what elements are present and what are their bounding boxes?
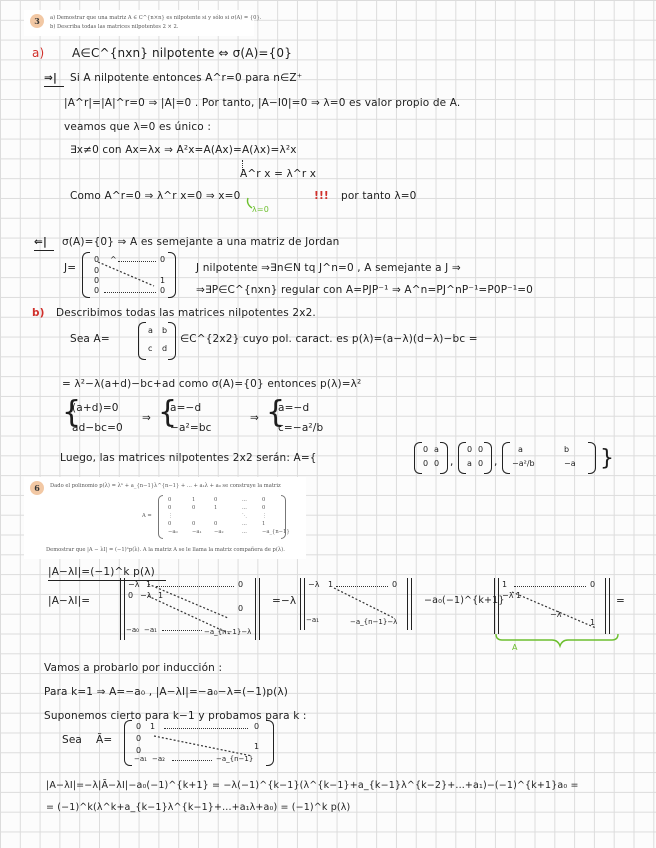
proof-claim: |A−λI|=(−1)^k p(λ) <box>48 566 155 578</box>
printed-matrix-cell: ... <box>242 505 247 511</box>
matrix-cell: 0 <box>423 459 429 468</box>
system-2-eq-1: a=−d <box>170 402 202 414</box>
matrix-cell: 0 <box>136 722 142 731</box>
contradiction-mark: !!! <box>314 190 329 202</box>
problem-text-line: b) Describa todas las matrices nilpotentes 2 × 2. <box>50 24 179 30</box>
matrix-cell: −a₀ <box>126 626 139 634</box>
matrix-cell: 1 <box>254 742 260 751</box>
det-label: |A−λI|= <box>48 595 91 607</box>
matrix-cell: a <box>148 326 153 335</box>
system-1-brace: { <box>62 395 82 430</box>
part-a-label: a) <box>32 46 45 60</box>
printed-matrix-cell: 0 <box>192 505 196 511</box>
matrix-cell: 0 <box>160 286 166 295</box>
printed-matrix-cell: 0 <box>168 497 172 503</box>
matrix-cell: d <box>162 344 168 353</box>
final-line-2: = (−1)^k(λ^k+a_{k−1}λ^{k−1}+...+a₁λ+a₀) = (−1)^k p(λ) <box>46 802 351 813</box>
printed-matrix-cell: ⋮ <box>168 513 174 519</box>
matrix-cell: 0 <box>238 604 244 613</box>
induction-base: Para k=1 ⇒ A=−a₀ , |A−λI|=−a₀−λ=(−1)p(λ) <box>44 686 289 698</box>
problem-number-badge: 3 <box>30 14 44 28</box>
matrix-cell: 0 <box>478 445 484 454</box>
forward-line-3: veamos que λ=0 es único : <box>64 121 212 133</box>
matrix-cell: −a₁ <box>306 616 319 624</box>
matrix-cell: −a₂ <box>152 755 165 763</box>
matrix-cell: 0 <box>94 276 100 285</box>
matrix-cell: 1 <box>158 591 164 600</box>
comma: , <box>450 456 454 468</box>
printed-matrix-cell: 0 <box>168 505 172 511</box>
forward-line-2: |A^r|=|A|^r=0 ⇒ |A|=0 . Por tanto, |A−I0|=0 ⇒ λ=0 es valor propio de A. <box>64 97 461 109</box>
final-line-1: |A−λI|=−λ|Ã−λI|−a₀(−1)^{k+1} = −λ(−1)^{k−1}(λ^{k−1}+a_{k−1}λ^{k−2}+...+a₁)−(−1)^{k+1}a₀ = <box>46 780 579 791</box>
printed-matrix-cell: −a₂ <box>214 529 224 535</box>
matrix-cell: −λ <box>128 580 140 589</box>
printed-matrix-cell: ... <box>242 497 247 503</box>
implies-arrow: ⇒ <box>142 412 151 424</box>
matrix-cell: 0 <box>590 580 596 589</box>
part-b-conclusion: Luego, las matrices nilpotentes 2x2 serán: A={ <box>60 452 317 464</box>
forward-line-5: A^r x = λ^r x <box>240 168 317 180</box>
forward-direction-label: ⇒| <box>44 72 57 84</box>
printed-matrix-cell: −a₀ <box>168 529 178 535</box>
eq-mid: =−λ <box>272 595 297 607</box>
printed-matrix-cell: ... <box>242 529 247 535</box>
matrix-cell: a <box>434 445 439 454</box>
system-3-brace: { <box>266 395 286 430</box>
matrix-cell: 0 <box>254 722 260 731</box>
matrix-cell: −a²/b <box>512 459 535 468</box>
matrix-cell: −λ <box>140 591 152 600</box>
matrix-cell: −a <box>564 459 576 468</box>
brace-label: A <box>512 643 518 652</box>
matrix-cell: −λ <box>550 610 562 619</box>
matrix-cell: b <box>162 326 168 335</box>
matrix-cell: 1 <box>502 580 508 589</box>
matrix-cell: 0 <box>160 255 166 264</box>
problem-number-badge: 6 <box>30 481 44 495</box>
matrix-cell: −λ <box>308 580 320 589</box>
eq-end: = <box>616 595 625 607</box>
printed-matrix-cell: 0 <box>262 497 266 503</box>
matrix-cell: a <box>467 459 472 468</box>
matrix-cell: 0 <box>94 266 100 275</box>
system-2-brace: { <box>158 395 178 430</box>
matrix-cell: b <box>564 445 570 454</box>
part-b-sea-tail: ∈C^{2x2} cuyo pol. caract. es p(λ)=(a−λ)(d−λ)−bc = <box>180 333 478 345</box>
comma: , <box>494 456 498 468</box>
matrix-cell: 0 <box>238 580 244 589</box>
matrix-cell: 0 <box>478 459 484 468</box>
sea-label: Sea <box>62 734 83 746</box>
system-3-eq-2: c=−a²/b <box>278 422 324 434</box>
printed-matrix-cell: −a_{n−1} <box>262 529 290 535</box>
induction-intro: Vamos a probarlo por inducción : <box>44 662 223 674</box>
matrix-cell: −a₁ <box>134 755 147 763</box>
matrix-cell: a <box>518 445 523 454</box>
printed-matrix-cell: 0 <box>192 521 196 527</box>
matrix-cell: 0 <box>136 734 142 743</box>
part-b-intro: Describimos todas las matrices nilpotentes 2x2. <box>56 307 316 319</box>
matrix-cell: 0 <box>94 255 100 264</box>
matrix-cell: 0 <box>434 459 440 468</box>
matrix-cell: ^ <box>110 255 117 264</box>
printed-matrix-cell: −a₁ <box>192 529 202 535</box>
printed-matrix-cell: ... <box>242 521 247 527</box>
forward-line-1: Si A nilpotente entonces A^r=0 para n∈Z⁺ <box>70 72 303 84</box>
matrix-cell: 0 <box>128 591 134 600</box>
matrix-cell: 1 <box>146 580 152 589</box>
induction-hypothesis: Suponemos cierto para k−1 y probamos para k : <box>44 710 307 722</box>
matrix-cell: 0 <box>94 286 100 295</box>
problem-text-line: Dado el polinomio p(λ) = λⁿ + a_{n−1}λ^{n−1} + ... + a₁λ + a₀ se construye la matriz <box>50 483 281 489</box>
matrix-cell: 1 <box>328 580 334 589</box>
matrix-cell: 0 <box>423 445 429 454</box>
system-3-eq-1: a=−d <box>278 402 310 414</box>
matrix-cell: c <box>148 344 153 353</box>
matrix-cell: −a_{n−1}−λ <box>204 628 252 636</box>
side-note: λ=0 <box>252 205 269 214</box>
system-2-eq-2: −a²=bc <box>170 422 212 434</box>
jordan-label: J= <box>64 262 77 274</box>
printed-matrix-cell: 0 <box>214 497 218 503</box>
matrix-cell: 1 <box>160 276 166 285</box>
matrix-cell: 0 <box>392 580 398 589</box>
problem-text-line: Demostrar que |A − λI| = (−1)ⁿp(λ). A la matriz A se le llama la matriz compañera de p(λ). <box>46 547 285 553</box>
part-b-sea: Sea A= <box>70 333 110 345</box>
matrix-cell: 0 <box>467 445 473 454</box>
forward-line-6-tail: por tanto λ=0 <box>341 190 417 202</box>
jordan-text-1: J nilpotente ⇒∃n∈N tq J^n=0 , A semejante a J ⇒ <box>196 262 461 274</box>
part-a-statement: A∈C^{nxn} nilpotente ⇔ σ(A)={0} <box>72 46 292 60</box>
printed-matrix-cell: 0 <box>168 521 172 527</box>
matrix-cell: −λ <box>502 591 514 600</box>
printed-matrix-cell: 1 <box>214 505 218 511</box>
eq-mid-2: −a₀(−1)^{k+1} <box>424 595 505 606</box>
printed-matrix-cell: 0 <box>262 505 266 511</box>
system-1-eq-2: ad−bc=0 <box>72 422 123 434</box>
part-b-label: b) <box>32 307 45 319</box>
system-1-eq-1: (a+d)=0 <box>72 402 119 414</box>
matrix-cell: 1 <box>150 722 156 731</box>
problem-text-line: a) Demostrar que una matriz A ∈ C^{n×n} es nilpotente si y sólo si σ(A) = {0}. <box>50 15 262 21</box>
printed-matrix-cell: ⋱ <box>242 513 248 519</box>
closing-brace: } <box>600 446 615 471</box>
matrix-cell: 1 <box>590 618 596 627</box>
printed-matrix-cell: 0 <box>214 521 218 527</box>
forward-line-4: ∃x≠0 con Ax=λx ⇒ A²x=A(Ax)=A(λx)=λ²x <box>70 144 297 156</box>
implies-arrow: ⇒ <box>250 412 259 424</box>
backward-direction-label: ⇐| <box>34 236 47 248</box>
matrix-cell: 1 <box>516 591 522 600</box>
printed-matrix-cell: 1 <box>192 497 196 503</box>
matrix-cell: −a_{n−1} <box>216 755 254 763</box>
matrix-cell: −a₁ <box>144 626 157 634</box>
matrix-cell: −a_{n−1}−λ <box>350 618 398 626</box>
part-b-expand: = λ²−λ(a+d)−bc+ad como σ(A)={0} entonces p(λ)=λ² <box>62 378 362 390</box>
printed-matrix-cell: 1 <box>262 521 266 527</box>
matrix-cell: 0 <box>136 746 142 755</box>
printed-matrix-cell: ⋮ <box>262 513 268 519</box>
matrix-label: A = <box>142 513 152 519</box>
jordan-text-2: ⇒∃P∈C^{nxn} regular con A=PJP⁻¹ ⇒ A^n=PJ^nP⁻¹=P0P⁻¹=0 <box>196 284 534 296</box>
forward-line-6: Como A^r=0 ⇒ λ^r x=0 ⇒ x=0 <box>70 190 241 202</box>
atilde-label: Ã= <box>96 734 113 746</box>
backward-line-1: σ(A)={0} ⇒ A es semejante a una matriz de Jordan <box>62 236 340 248</box>
